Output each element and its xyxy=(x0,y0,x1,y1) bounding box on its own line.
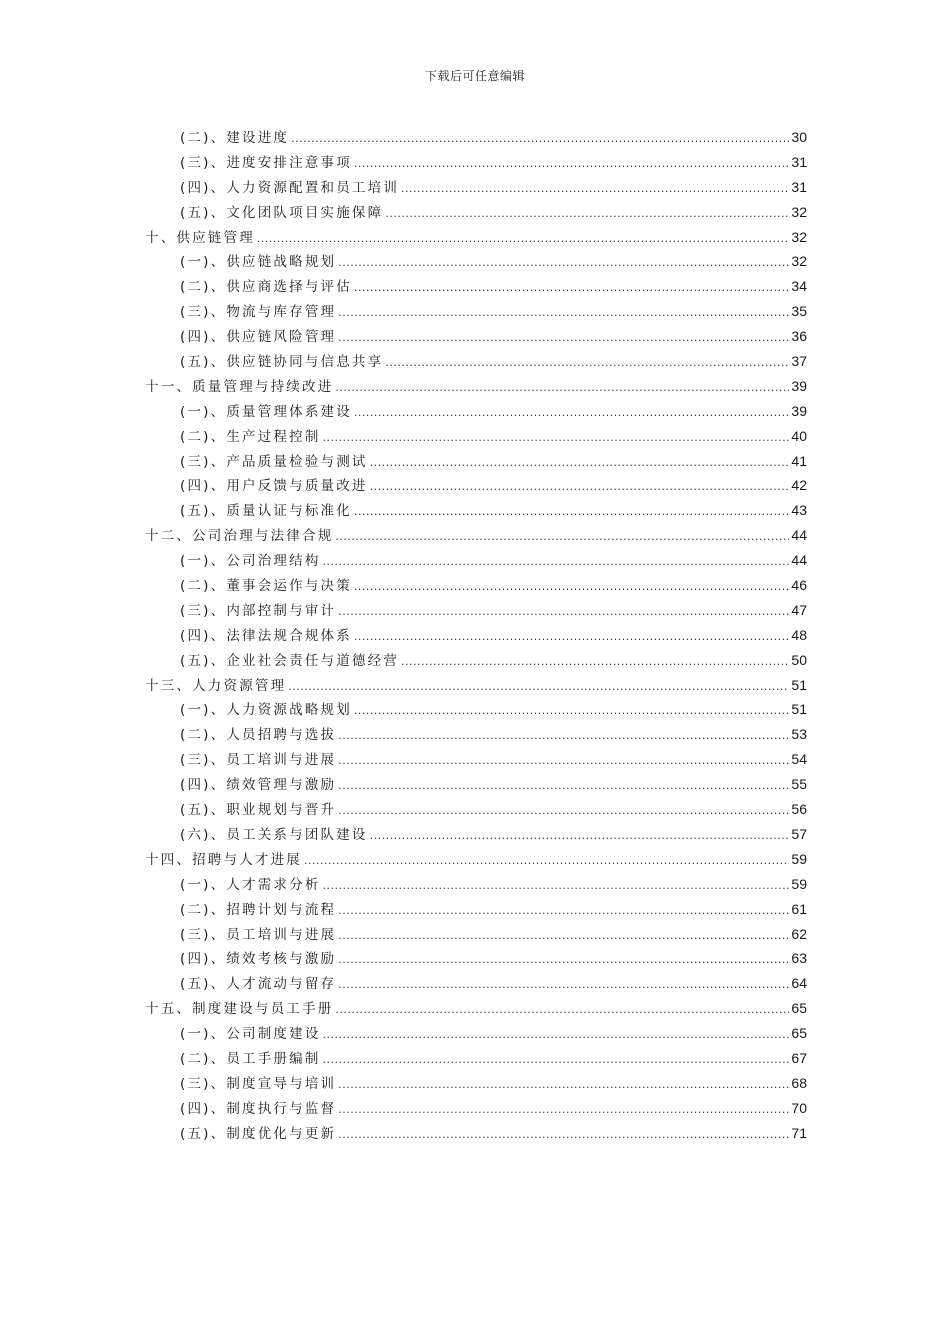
toc-dot-leader xyxy=(257,232,790,245)
toc-entry-page-number: 70 xyxy=(791,1099,807,1116)
toc-entry-title: 十二、公司治理与法律合规 xyxy=(145,528,334,545)
toc-dot-leader xyxy=(354,580,789,593)
toc-entry-page-number: 64 xyxy=(791,975,807,992)
toc-chapter-entry[interactable] xyxy=(145,674,807,699)
toc-section-entry[interactable] xyxy=(145,1122,807,1147)
toc-entry-title: (五)、企业社会责任与道德经营 xyxy=(180,652,400,669)
toc-section-entry[interactable] xyxy=(145,350,807,375)
toc-section-entry[interactable] xyxy=(145,126,807,151)
toc-entry-title: (五)、质量认证与标准化 xyxy=(180,503,352,520)
toc-entry-page-number: 32 xyxy=(791,253,807,270)
toc-section-entry[interactable] xyxy=(145,923,807,948)
toc-entry-title: (二)、建设进度 xyxy=(180,130,290,146)
toc-section-entry[interactable] xyxy=(145,698,807,723)
toc-entry-page-number: 37 xyxy=(791,353,807,370)
toc-section-entry[interactable] xyxy=(145,151,807,176)
toc-section-entry[interactable] xyxy=(145,972,807,997)
toc-entry-page-number: 54 xyxy=(791,751,807,768)
toc-dot-leader xyxy=(323,1028,790,1041)
toc-dot-leader xyxy=(370,480,790,493)
toc-dot-leader xyxy=(335,530,789,543)
toc-dot-leader xyxy=(338,306,789,319)
toc-dot-leader xyxy=(338,953,789,966)
toc-entry-title: (二)、人员招聘与选拔 xyxy=(180,727,337,744)
toc-entry-page-number: 67 xyxy=(791,1049,807,1066)
toc-entry-title: (一)、质量管理体系建设 xyxy=(180,403,352,420)
toc-entry-page-number: 48 xyxy=(791,626,807,643)
toc-dot-leader xyxy=(354,281,789,294)
toc-entry-title: (二)、生产过程控制 xyxy=(180,428,321,445)
toc-dot-leader xyxy=(370,456,790,469)
toc-entry-page-number: 65 xyxy=(791,1000,807,1017)
toc-section-entry[interactable] xyxy=(145,400,807,425)
toc-dot-leader xyxy=(338,804,789,817)
toc-chapter-entry[interactable] xyxy=(145,848,807,873)
toc-section-entry[interactable] xyxy=(145,499,807,524)
toc-entry-page-number: 47 xyxy=(791,601,807,618)
toc-entry-page-number: 32 xyxy=(791,228,807,245)
toc-entry-title: (二)、董事会运作与决策 xyxy=(180,578,352,595)
toc-section-entry[interactable] xyxy=(145,823,807,848)
toc-section-entry[interactable] xyxy=(145,474,807,499)
toc-entry-page-number: 51 xyxy=(791,676,807,693)
toc-entry-title: 十五、制度建设与员工手册 xyxy=(145,1001,334,1018)
toc-section-entry[interactable] xyxy=(145,624,807,649)
toc-entry-title: (四)、制度执行与监督 xyxy=(180,1100,337,1117)
toc-section-entry[interactable] xyxy=(145,898,807,923)
toc-entry-title: 十三、人力资源管理 xyxy=(145,677,287,694)
toc-entry-title: (六)、员工关系与团队建设 xyxy=(180,826,368,843)
toc-entry-page-number: 39 xyxy=(791,377,807,394)
toc-entry-page-number: 32 xyxy=(791,203,807,220)
toc-section-entry[interactable] xyxy=(145,425,807,450)
toc-chapter-entry[interactable] xyxy=(145,997,807,1022)
toc-dot-leader xyxy=(338,929,789,942)
toc-dot-leader xyxy=(338,904,789,917)
toc-chapter-entry[interactable] xyxy=(145,524,807,549)
toc-entry-title: (一)、公司治理结构 xyxy=(180,553,321,570)
toc-dot-leader xyxy=(304,854,789,867)
toc-entry-title: (三)、制度宣导与培训 xyxy=(180,1075,337,1092)
toc-entry-page-number: 53 xyxy=(791,726,807,743)
toc-entry-page-number: 55 xyxy=(791,776,807,793)
toc-entry-page-number: 51 xyxy=(791,701,807,718)
toc-entry-title: (四)、绩效管理与激励 xyxy=(180,777,337,794)
toc-entry-title: (四)、用户反馈与质量改进 xyxy=(180,478,368,495)
toc-entry-page-number: 36 xyxy=(791,328,807,345)
toc-dot-leader xyxy=(354,630,789,643)
toc-section-entry[interactable] xyxy=(145,300,807,325)
toc-entry-page-number: 57 xyxy=(791,825,807,842)
toc-dot-leader xyxy=(338,605,789,618)
toc-entry-page-number: 63 xyxy=(791,950,807,967)
toc-entry-title: 十一、质量管理与持续改进 xyxy=(145,378,334,395)
toc-entry-title: (五)、职业规划与晋升 xyxy=(180,802,337,819)
toc-section-entry[interactable] xyxy=(145,748,807,773)
toc-entry-page-number: 50 xyxy=(791,651,807,668)
toc-entry-title: (二)、供应商选择与评估 xyxy=(180,279,352,296)
toc-entry-page-number: 56 xyxy=(791,801,807,818)
toc-section-entry[interactable] xyxy=(145,1072,807,1097)
toc-dot-leader xyxy=(335,381,789,394)
toc-chapter-entry[interactable] xyxy=(145,226,807,251)
toc-entry-title: (五)、人才流动与留存 xyxy=(180,976,337,993)
toc-dot-leader xyxy=(288,680,789,693)
toc-entry-page-number: 68 xyxy=(791,1074,807,1091)
toc-section-entry[interactable] xyxy=(145,649,807,674)
toc-entry-title: 十、供应链管理 xyxy=(145,229,255,246)
toc-entry-page-number: 39 xyxy=(791,402,807,419)
toc-section-entry[interactable] xyxy=(145,549,807,574)
toc-entry-title: (三)、内部控制与审计 xyxy=(180,602,337,619)
toc-entry-page-number: 61 xyxy=(791,900,807,917)
toc-dot-leader xyxy=(291,132,789,145)
toc-dot-leader xyxy=(338,754,789,767)
toc-entry-page-number: 42 xyxy=(791,477,807,494)
toc-section-entry[interactable] xyxy=(145,176,807,201)
toc-entry-page-number: 30 xyxy=(791,129,807,145)
toc-entry-page-number: 31 xyxy=(791,178,807,195)
toc-entry-title: (二)、招聘计划与流程 xyxy=(180,901,337,918)
toc-dot-leader xyxy=(354,157,789,170)
toc-entry-page-number: 41 xyxy=(791,452,807,469)
toc-dot-leader xyxy=(338,1078,789,1091)
toc-entry-title: (三)、进度安排注意事项 xyxy=(180,154,352,171)
toc-entry-page-number: 46 xyxy=(791,577,807,594)
toc-section-entry[interactable] xyxy=(145,798,807,823)
toc-section-entry[interactable] xyxy=(145,773,807,798)
toc-entry-page-number: 62 xyxy=(791,925,807,942)
toc-dot-leader xyxy=(401,182,789,195)
toc-dot-leader xyxy=(323,555,790,568)
toc-section-entry[interactable] xyxy=(145,1022,807,1047)
toc-entry-page-number: 43 xyxy=(791,502,807,519)
toc-section-entry[interactable] xyxy=(145,250,807,275)
toc-section-entry[interactable] xyxy=(145,1097,807,1122)
toc-entry-title: (一)、供应链战略规划 xyxy=(180,254,337,271)
toc-entry-page-number: 40 xyxy=(791,427,807,444)
toc-entry-title: (四)、供应链风险管理 xyxy=(180,329,337,346)
toc-section-entry[interactable] xyxy=(145,275,807,300)
toc-entry-page-number: 31 xyxy=(791,153,807,170)
table-of-contents xyxy=(145,126,807,1147)
toc-section-entry[interactable] xyxy=(145,1047,807,1072)
toc-dot-leader xyxy=(354,406,789,419)
toc-entry-title: (一)、人力资源战略规划 xyxy=(180,702,352,719)
toc-entry-page-number: 44 xyxy=(791,527,807,544)
toc-entry-page-number: 44 xyxy=(791,552,807,569)
toc-dot-leader xyxy=(338,256,789,269)
toc-entry-page-number: 34 xyxy=(791,278,807,295)
toc-section-entry[interactable] xyxy=(145,325,807,350)
toc-dot-leader xyxy=(354,704,789,717)
toc-dot-leader xyxy=(338,978,789,991)
toc-dot-leader xyxy=(354,505,789,518)
toc-entry-title: (一)、公司制度建设 xyxy=(180,1026,321,1043)
toc-chapter-entry[interactable] xyxy=(145,375,807,400)
toc-section-entry[interactable] xyxy=(145,450,807,475)
toc-dot-leader xyxy=(338,779,789,792)
toc-section-entry[interactable] xyxy=(145,873,807,898)
toc-dot-leader xyxy=(338,331,789,344)
toc-dot-leader xyxy=(323,1053,790,1066)
toc-dot-leader xyxy=(338,1128,789,1141)
toc-entry-title: (四)、绩效考核与激励 xyxy=(180,951,337,968)
toc-entry-page-number: 59 xyxy=(791,850,807,867)
toc-entry-title: (三)、员工培训与进展 xyxy=(180,752,337,769)
toc-entry-title: (五)、制度优化与更新 xyxy=(180,1125,337,1142)
toc-dot-leader xyxy=(338,1103,789,1116)
toc-entry-title: 十四、招聘与人才进展 xyxy=(145,851,302,868)
toc-entry-title: (四)、法律法规合规体系 xyxy=(180,627,352,644)
toc-dot-leader xyxy=(338,729,789,742)
toc-dot-leader xyxy=(385,356,789,369)
toc-entry-page-number: 35 xyxy=(791,303,807,320)
toc-entry-page-number: 59 xyxy=(791,875,807,892)
toc-entry-title: (三)、物流与库存管理 xyxy=(180,304,337,321)
toc-section-entry[interactable] xyxy=(145,201,807,226)
toc-entry-title: (一)、人才需求分析 xyxy=(180,876,321,893)
toc-entry-page-number: 71 xyxy=(791,1124,807,1141)
toc-entry-title: (三)、员工培训与进展 xyxy=(180,926,337,943)
toc-entry-title: (二)、员工手册编制 xyxy=(180,1050,321,1067)
toc-dot-leader xyxy=(385,207,789,220)
toc-section-entry[interactable] xyxy=(145,599,807,624)
page-header: 下载后可任意编辑 xyxy=(424,69,525,83)
toc-dot-leader xyxy=(370,829,790,842)
toc-dot-leader xyxy=(335,1003,789,1016)
toc-entry-title: (三)、产品质量检验与测试 xyxy=(180,453,368,470)
toc-dot-leader xyxy=(323,431,790,444)
toc-dot-leader xyxy=(401,655,789,668)
toc-section-entry[interactable] xyxy=(145,723,807,748)
toc-entry-title: (五)、供应链协同与信息共享 xyxy=(180,354,384,371)
toc-entry-title: (五)、文化团队项目实施保障 xyxy=(180,204,384,221)
toc-entry-page-number: 65 xyxy=(791,1025,807,1042)
toc-entry-title: (四)、人力资源配置和员工培训 xyxy=(180,179,400,196)
toc-section-entry[interactable] xyxy=(145,574,807,599)
toc-dot-leader xyxy=(323,879,790,892)
toc-section-entry[interactable] xyxy=(145,947,807,972)
